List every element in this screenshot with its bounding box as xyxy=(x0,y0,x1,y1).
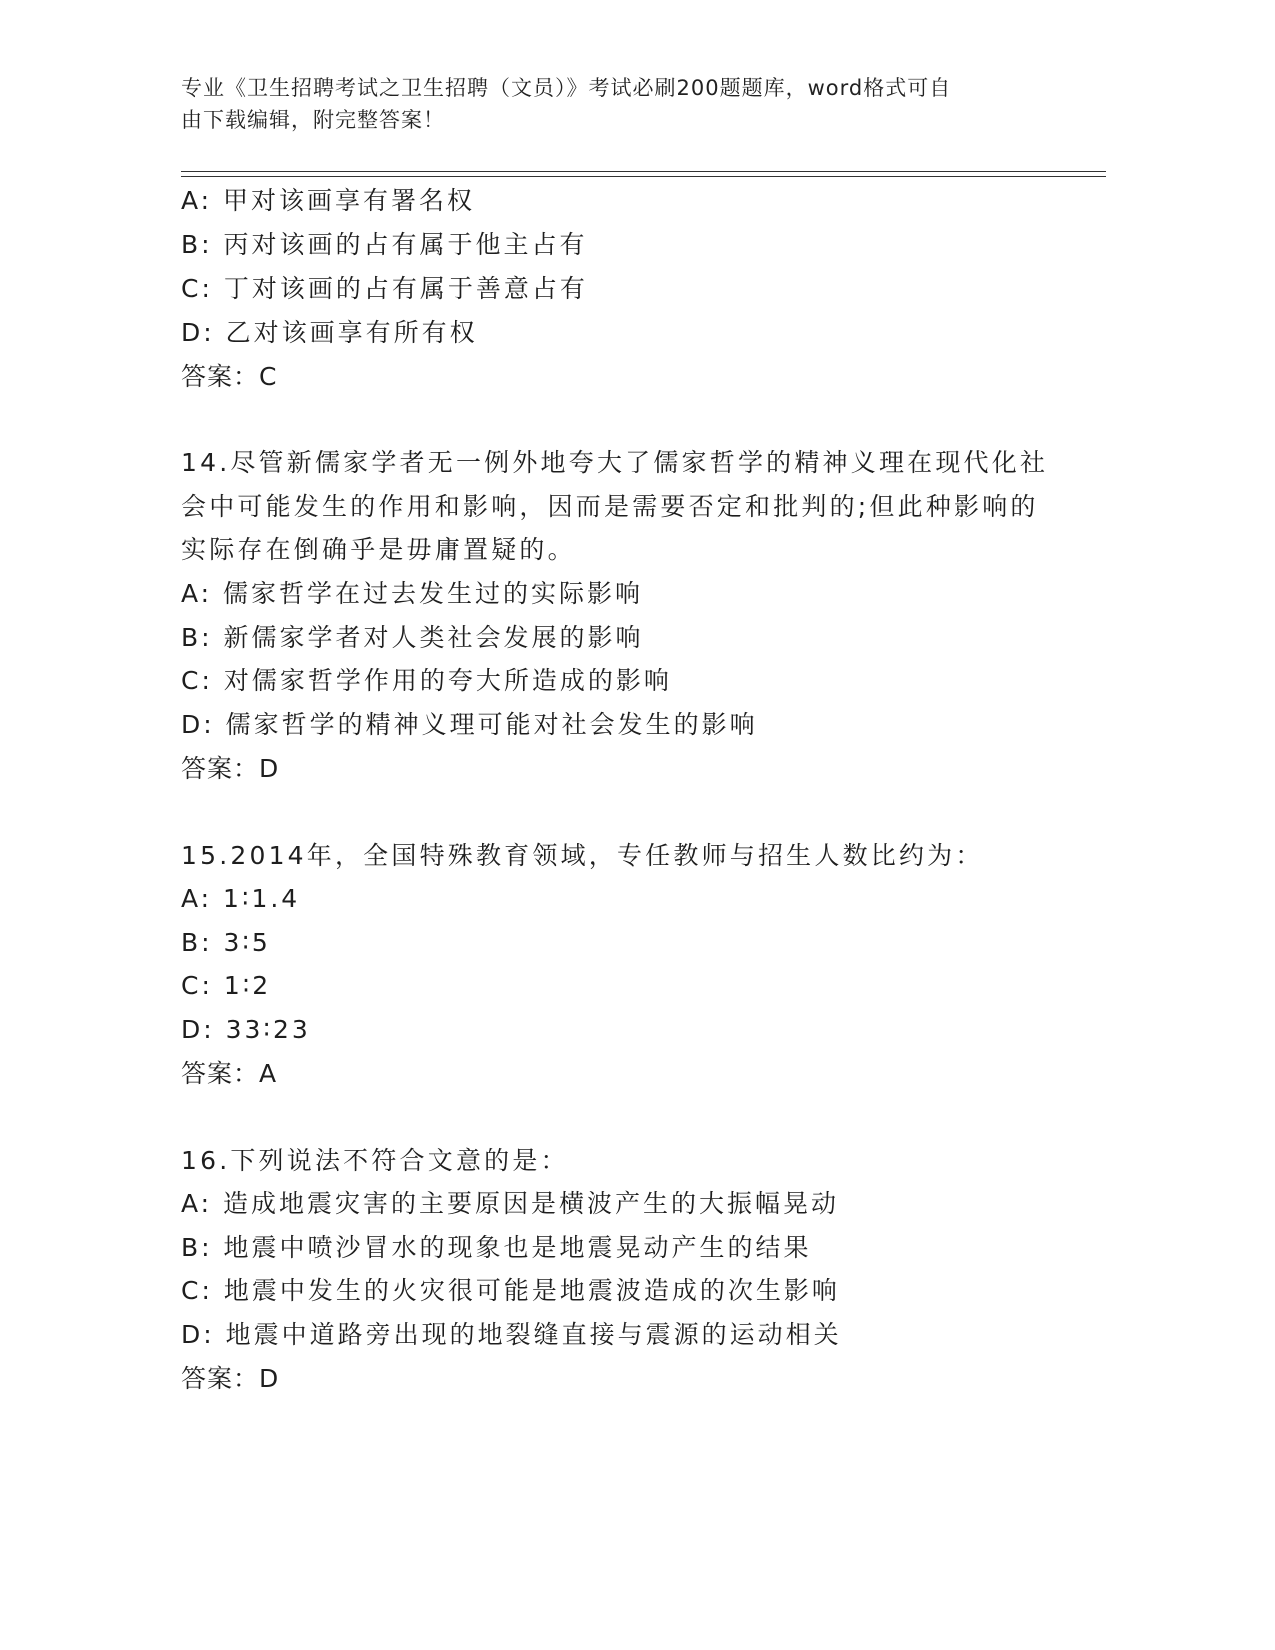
q13-option-c: C: 丁对该画的占有属于善意占有 xyxy=(181,274,588,303)
q16-option-d: D: 地震中道路旁出现的地裂缝直接与震源的运动相关 xyxy=(181,1320,842,1349)
q14-question-line-3: 实际存在倒确乎是毋庸置疑的。 xyxy=(181,535,576,564)
header-line-1: 专业《卫生招聘考试之卫生招聘（文员）》考试必刷200题题库，word格式可自 xyxy=(181,76,952,100)
q15-option-b: B: 3∶5 xyxy=(181,928,271,957)
header-divider-top xyxy=(181,171,1106,172)
q16-option-c: C: 地震中发生的火灾很可能是地震波造成的次生影响 xyxy=(181,1276,840,1305)
q16-question-line-1: 16.下列说法不符合文意的是： xyxy=(181,1146,569,1175)
q16-answer: 答案：D xyxy=(181,1364,280,1393)
document-header xyxy=(181,72,1041,136)
header-divider-bottom xyxy=(181,176,1106,177)
q16-option-b: B: 地震中喷沙冒水的现象也是地震晃动产生的结果 xyxy=(181,1233,812,1262)
q15-question-line-1: 15.2014年，全国特殊教育领域，专任教师与招生人数比约为： xyxy=(181,841,984,870)
q14-answer: 答案：D xyxy=(181,754,280,783)
q15-answer: 答案：A xyxy=(181,1059,278,1088)
q13-answer: 答案：C xyxy=(181,362,278,391)
q15-option-d: D: 33∶23 xyxy=(181,1015,311,1044)
q16-option-a: A: 造成地震灾害的主要原因是横波产生的大振幅晃动 xyxy=(181,1189,840,1218)
q14-question-line-1: 14.尽管新儒家学者无一例外地夸大了儒家哲学的精神义理在现代化社 xyxy=(181,448,1049,477)
q15-option-c: C: 1∶2 xyxy=(181,971,272,1000)
q14-option-c: C: 对儒家哲学作用的夸大所造成的影响 xyxy=(181,666,672,695)
q14-option-d: D: 儒家哲学的精神义理可能对社会发生的影响 xyxy=(181,710,758,739)
q14-option-a: A: 儒家哲学在过去发生过的实际影响 xyxy=(181,579,644,608)
q14-question-line-2: 会中可能发生的作用和影响，因而是需要否定和批判的;但此种影响的 xyxy=(181,492,1039,521)
q14-option-b: B: 新儒家学者对人类社会发展的影响 xyxy=(181,623,644,652)
q13-option-d: D: 乙对该画享有所有权 xyxy=(181,318,478,347)
q15-option-a: A: 1∶1.4 xyxy=(181,884,301,913)
q13-option-b: B: 丙对该画的占有属于他主占有 xyxy=(181,230,588,259)
q13-option-a: A: 甲对该画享有署名权 xyxy=(181,186,476,215)
header-line-2: 由下载编辑，附完整答案！ xyxy=(181,108,445,132)
